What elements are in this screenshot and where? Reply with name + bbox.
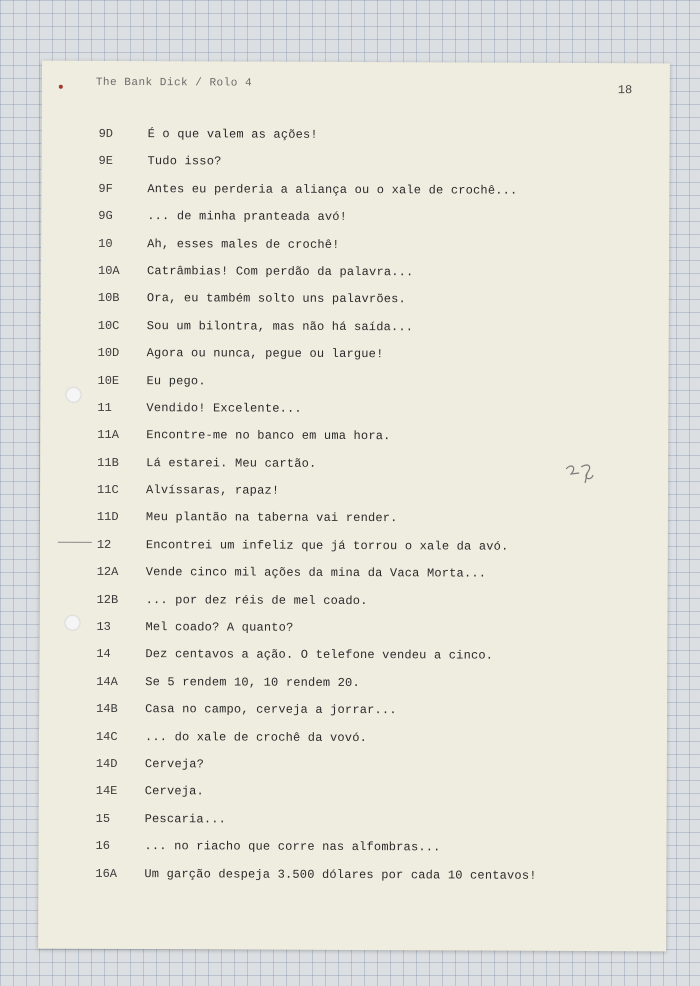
dialogue-line (41, 209, 669, 239)
line-text: Alvíssaras, rapaz! (146, 483, 280, 498)
line-text: ... de minha pranteada avó! (147, 209, 348, 225)
dialogue-line (38, 866, 666, 896)
line-number: 14B (96, 702, 118, 717)
line-text: Eu pego. (146, 373, 206, 388)
line-text: Catrâmbias! Com perdão da palavra... (146, 264, 414, 280)
line-text: É o que valem as ações! (147, 127, 318, 142)
line-text: ... no riacho que corre nas alfombras... (144, 839, 441, 855)
dialogue-line (38, 839, 666, 869)
line-number: 9D (98, 126, 114, 141)
line-number: 14 (96, 647, 111, 662)
dialogue-line (40, 537, 668, 567)
line-text: Lá estarei. Meu cartão. (146, 455, 317, 471)
line-text: Cerveja? (144, 757, 205, 772)
line-text: Casa no campo, cerveja a jorrar... (145, 702, 397, 718)
line-number: 14D (95, 756, 118, 771)
dialogue-line (40, 455, 668, 485)
dialogue-line (42, 127, 670, 157)
dialogue-line (41, 181, 669, 211)
dialogue-list (38, 127, 669, 897)
typed-sheet (38, 61, 670, 952)
line-text: Ora, eu também solto uns palavrões. (146, 291, 406, 307)
line-text: ... por dez réis de mel coado. (145, 592, 368, 608)
dialogue-line (39, 647, 667, 677)
dialogue-line (39, 674, 667, 704)
line-text: Cerveja. (144, 784, 205, 799)
line-number: 14A (96, 674, 118, 689)
line-number: 10D (97, 346, 120, 361)
page-number: 18 (617, 83, 633, 98)
line-number: 12A (96, 565, 119, 580)
line-text: Tudo isso? (147, 154, 222, 169)
line-number: 11A (97, 428, 119, 443)
dialogue-line (40, 483, 668, 513)
dialogue-line (39, 620, 667, 650)
dialogue-line (41, 154, 669, 184)
dialogue-line (41, 346, 669, 376)
line-number: 13 (96, 619, 111, 634)
line-text: Pescaria... (144, 811, 227, 827)
dialogue-line (40, 373, 668, 403)
line-number: 11D (96, 510, 119, 525)
line-number: 10E (97, 373, 120, 388)
dialogue-line (41, 291, 669, 321)
dialogue-line (39, 811, 667, 841)
line-number: 9F (98, 181, 113, 196)
line-number: 11C (97, 482, 119, 498)
dialogue-line (40, 565, 668, 595)
line-text: Agora ou nunca, pegue ou largue! (146, 346, 384, 362)
line-number: 12 (96, 537, 112, 552)
line-number: 10A (97, 263, 120, 278)
line-number: 15 (95, 811, 111, 826)
line-text: ... do xale de crochê da vovó. (144, 729, 368, 745)
dialogue-line (39, 702, 667, 732)
line-number: 9G (98, 209, 113, 224)
line-text: Encontrei um infeliz que já torrou o xale da avó. (145, 537, 509, 554)
line-text: Vendido! Excelente... (146, 400, 302, 416)
dialogue-line (40, 401, 668, 431)
line-text: Encontre-me no banco em uma hora. (146, 428, 391, 444)
line-text: Vende cinco mil ações da mina da Vaca Morta... (145, 565, 487, 581)
dialogue-line (39, 757, 667, 787)
line-number: 11B (97, 455, 119, 470)
dialogue-line (40, 428, 668, 458)
line-text: Um garção despeja 3.500 dólares por cada 10 centavos! (144, 866, 537, 883)
line-text: Meu plantão na taberna vai render. (145, 510, 398, 526)
line-text: Antes eu perderia a aliança ou o xale de crochê... (147, 181, 518, 198)
line-number: 10B (97, 291, 120, 306)
dialogue-line (41, 236, 669, 266)
line-number: 11 (97, 400, 112, 415)
dialogue-line (41, 264, 669, 294)
line-number: 10 (98, 236, 113, 251)
line-number: 10C (97, 318, 120, 333)
line-number: 16A (95, 866, 118, 881)
line-text: Se 5 rendem 10, 10 rendem 20. (145, 674, 360, 690)
line-number: 16 (95, 839, 110, 854)
line-text: Dez centavos a ação. O telefone vendeu a cinco. (145, 647, 494, 664)
line-number: 12B (96, 592, 119, 607)
dialogue-line (40, 510, 668, 540)
dialogue-line (40, 592, 668, 622)
page-header: The Bank Dick / Rolo 4 (95, 76, 253, 90)
dialogue-line (39, 729, 667, 759)
dialogue-line (39, 784, 667, 814)
line-number: 14C (95, 729, 118, 744)
line-text: Ah, esses males de crochê! (147, 236, 340, 252)
line-text: Sou um bilontra, mas não há saída... (146, 318, 414, 334)
dialogue-line (41, 318, 669, 348)
line-number: 14E (95, 784, 118, 799)
line-number: 9E (98, 154, 113, 169)
red-dot-mark (59, 85, 63, 89)
line-text: Mel coado? A quanto? (145, 620, 294, 635)
